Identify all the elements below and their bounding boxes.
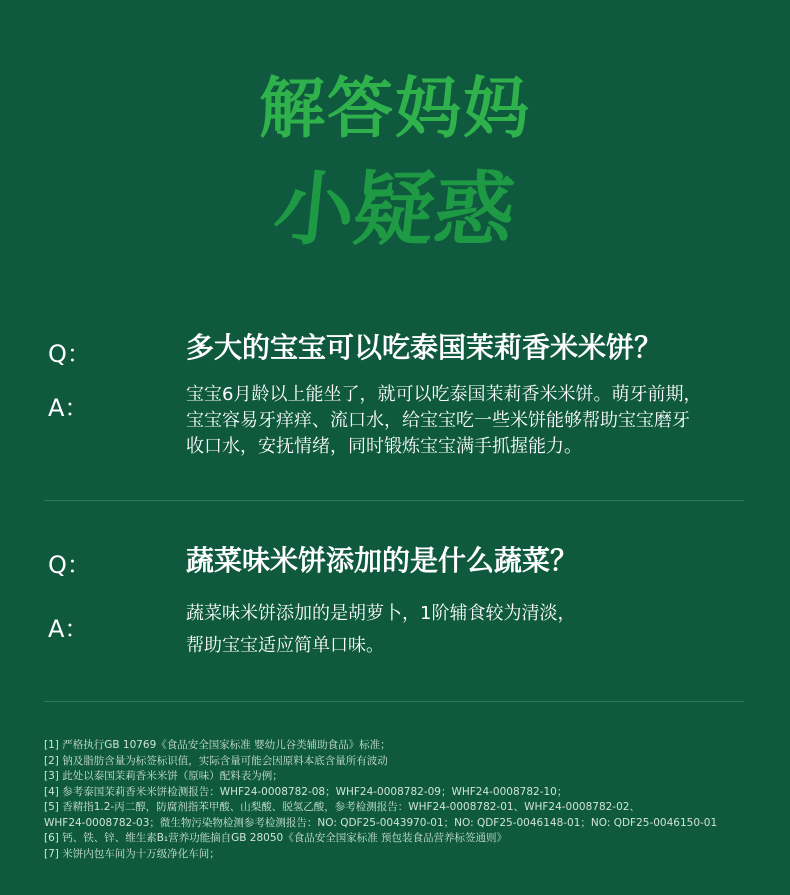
footnotes	[44, 738, 784, 862]
answer-line: 宝宝6月龄以上能坐了，就可以吃泰国茉莉香米米饼。萌牙前期，	[186, 384, 702, 405]
footnote: [7] 米饼内包车间为十万级净化车间；	[44, 847, 220, 860]
answer-line: 帮助宝宝适应简单口味。	[186, 635, 384, 656]
headline-subtitle: 小疑惑	[269, 163, 520, 256]
answer-text	[186, 382, 746, 460]
footnote: [1] 严格执行GB 10769《食品安全国家标准 婴幼儿谷类辅助食品》标准；	[44, 739, 391, 751]
divider	[44, 701, 744, 702]
footnote: [5] 香精指1.2-丙二醇，防腐剂指苯甲酸、山梨酸、脱氢乙酸，参考检测报告：WHF24-0008782-01、WHF24-0008782-02、	[44, 801, 640, 813]
question-label: Q：	[48, 340, 91, 368]
answer-text	[186, 601, 746, 659]
footnote: [4] 参考泰国茉莉香米米饼检测报告：WHF24-0008782-08；WHF24-0008782-09；WHF24-0008782-10；	[44, 785, 568, 798]
footnote: WHF24-0008782-03；微生物污染物检测参考检测报告：NO: QDF25-0043970-01；NO: QDF25-0046148-01；NO: QDF25-0046150-01	[44, 816, 718, 829]
headline-title: 解答妈妈	[259, 70, 531, 147]
footnote: [6] 钙、铁、锌、维生素B₁营养功能摘自GB 28050《食品安全国家标准 预包装食品营养标签通则》	[44, 832, 508, 844]
footnote: [2] 钠及脂肪含量为标签标识值，实际含量可能会因原料本底含量所有波动	[44, 754, 388, 767]
answer-label: A：	[48, 394, 89, 422]
answer-line: 蔬菜味米饼添加的是胡萝卜，1阶辅食较为清淡，	[186, 603, 576, 624]
answer-line: 宝宝容易牙痒痒、流口水，给宝宝吃一些米饼能够帮助宝宝磨牙	[186, 410, 690, 431]
divider	[44, 500, 744, 501]
answer-label: A：	[48, 615, 89, 643]
answer-line: 收口水，安抚情绪，同时锻炼宝宝满手抓握能力。	[186, 436, 582, 457]
question-label: Q：	[48, 551, 91, 579]
footnote: [3] 此处以泰国茉莉香米米饼（原味）配料表为例；	[44, 770, 283, 782]
question-text: 多大的宝宝可以吃泰国茉莉香米米饼？	[186, 331, 663, 364]
question-text: 蔬菜味米饼添加的是什么蔬菜？	[186, 544, 579, 577]
